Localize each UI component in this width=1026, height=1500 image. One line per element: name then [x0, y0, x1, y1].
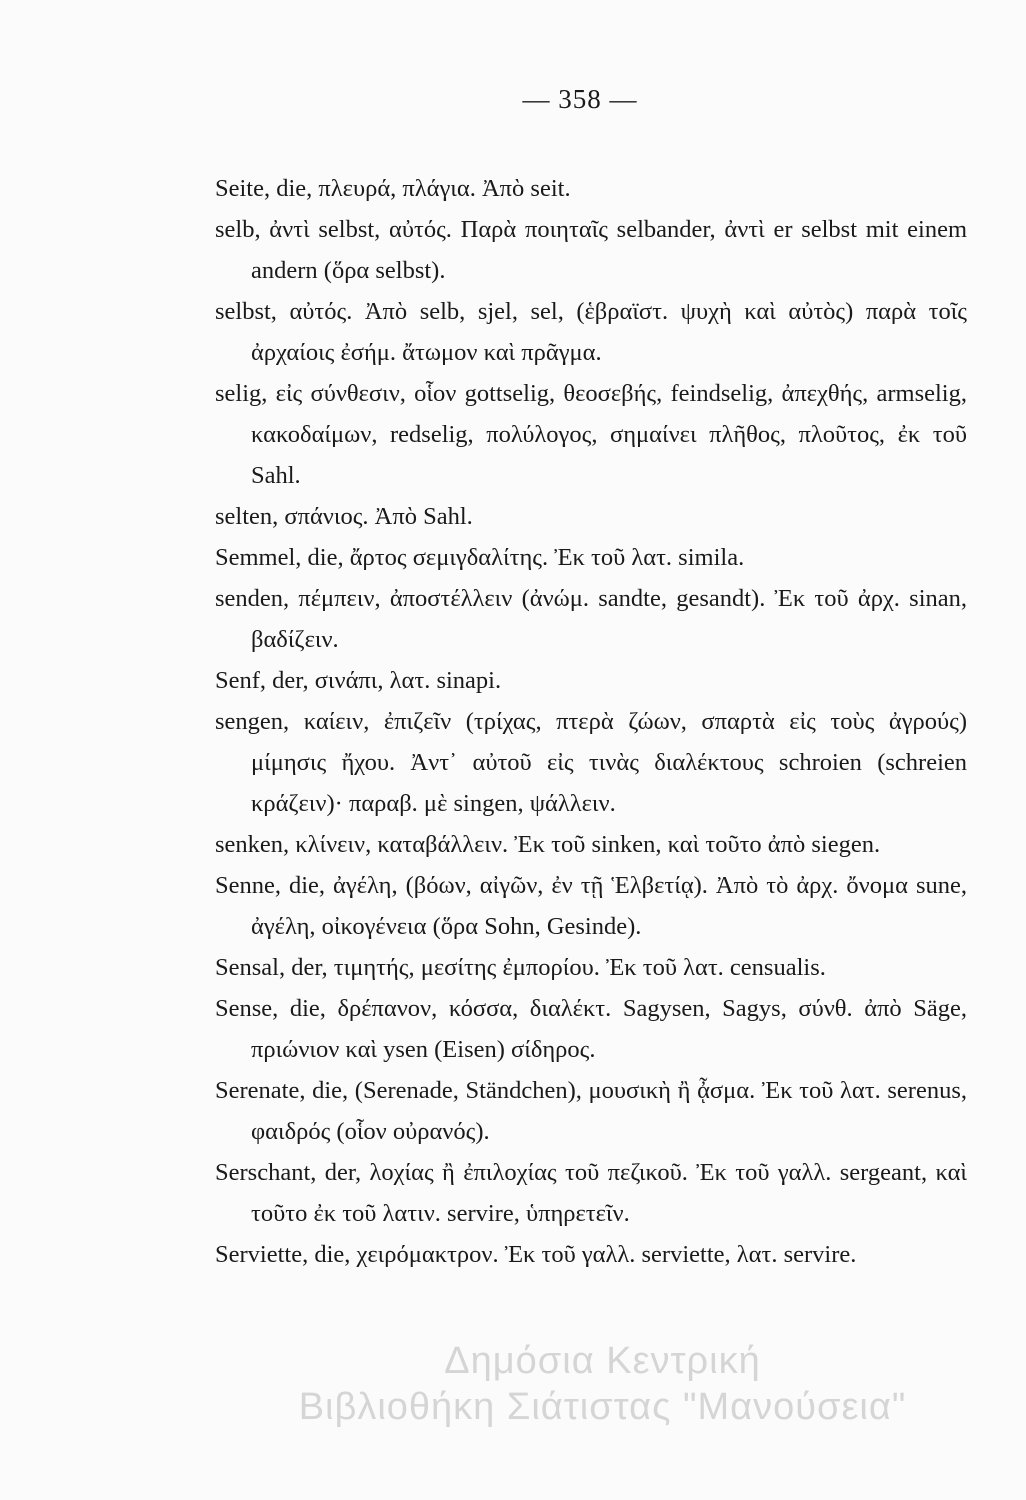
dictionary-entry: senden, πέμπειν, ἀποστέλλειν (ἀνώμ. sandte, gesandt). Ἐκ τοῦ ἀρχ. sinan, βαδίζειν. [215, 585, 967, 653]
dictionary-entry: Senne, die, ἀγέλη, (βόων, αἰγῶν, ἐν τῇ Ἑλβετίᾳ). Ἀπὸ τὸ ἀρχ. ὄνομα sune, ἀγέλη, οἰκογένεια (ὅρα Sohn, Gesinde). [215, 872, 967, 940]
dictionary-entry: selb, ἀντὶ selbst, αὐτός. Παρὰ ποιηταῖς selbander, ἀντὶ er selbst mit einem andern (ὅρα selbst). [215, 216, 967, 284]
dictionary-entry: senken, κλίνειν, καταβάλλειν. Ἐκ τοῦ sinken, καὶ τοῦτο ἀπὸ siegen. [215, 831, 881, 858]
dictionary-entry: sengen, καίειν, ἐπιζεῖν (τρίχας, πτερὰ ζώων, σπαρτὰ εἰς τοὺς ἀγρούς) μίμησις ἤχου. Ἀντ᾽ αὐτοῦ εἰς τινὰς διαλέκτους schroien (schreien κράζειν)· παραβ. μὲ singen, ψάλλειν. [215, 708, 967, 817]
library-watermark-line1: Δημόσια Κεντρική [444, 1340, 761, 1382]
dictionary-entry: Semmel, die, ἄρτος σεμιγδαλίτης. Ἐκ τοῦ λατ. simila. [215, 544, 745, 571]
dictionary-entry: Seite, die, πλευρά, πλάγια. Ἀπὸ seit. [215, 175, 571, 202]
library-watermark-line2: Βιβλιοθήκη Σιάτιστας "Μανούσεια" [298, 1386, 907, 1428]
dictionary-entry: Sensal, der, τιμητής, μεσίτης ἐμπορίου. Ἐκ τοῦ λατ. censualis. [215, 954, 826, 981]
dictionary-entry: selbst, αὐτός. Ἀπὸ selb, sjel, sel, (ἑβραϊστ. ψυχὴ καὶ αὐτὸς) παρὰ τοῖς ἀρχαίοις ἐσήμ. ἄτωμον καὶ πρᾶγμα. [215, 298, 967, 366]
dictionary-entry: Senf, der, σινάπι, λατ. sinapi. [215, 667, 502, 694]
dictionary-entry: Serenate, die, (Serenade, Ständchen), μουσικὴ ἢ ᾆσμα. Ἐκ τοῦ λατ. serenus, φαιδρός (οἷον οὐρανός). [215, 1077, 967, 1145]
dictionary-entry: Sense, die, δρέπανον, κόσσα, διαλέκτ. Sagysen, Sagys, σύνθ. ἀπὸ Säge, πριώνιον καὶ ysen (Eisen) σίδηρος. [215, 995, 967, 1063]
dictionary-entry: selten, σπάνιος. Ἀπὸ Sahl. [215, 503, 473, 530]
dictionary-entry: Serschant, der, λοχίας ἢ ἐπιλοχίας τοῦ πεζικοῦ. Ἐκ τοῦ γαλλ. sergeant, καὶ τοῦτο ἐκ τοῦ λατιν. servire, ὑπηρετεῖν. [215, 1159, 967, 1227]
dictionary-entry: Serviette, die, χειρόμακτρον. Ἐκ τοῦ γαλλ. serviette, λατ. servire. [215, 1241, 857, 1268]
dictionary-entry: selig, εἰς σύνθεσιν, οἷον gottselig, θεοσεβής, feindselig, ἀπεχθής, armselig, κακοδαίμων, redselig, πολύλογος, σημαίνει πλῆθος, πλοῦτος, ἐκ τοῦ Sahl. [215, 380, 967, 489]
page-number: — 358 — [522, 84, 638, 114]
dictionary-entries [215, 168, 967, 1275]
